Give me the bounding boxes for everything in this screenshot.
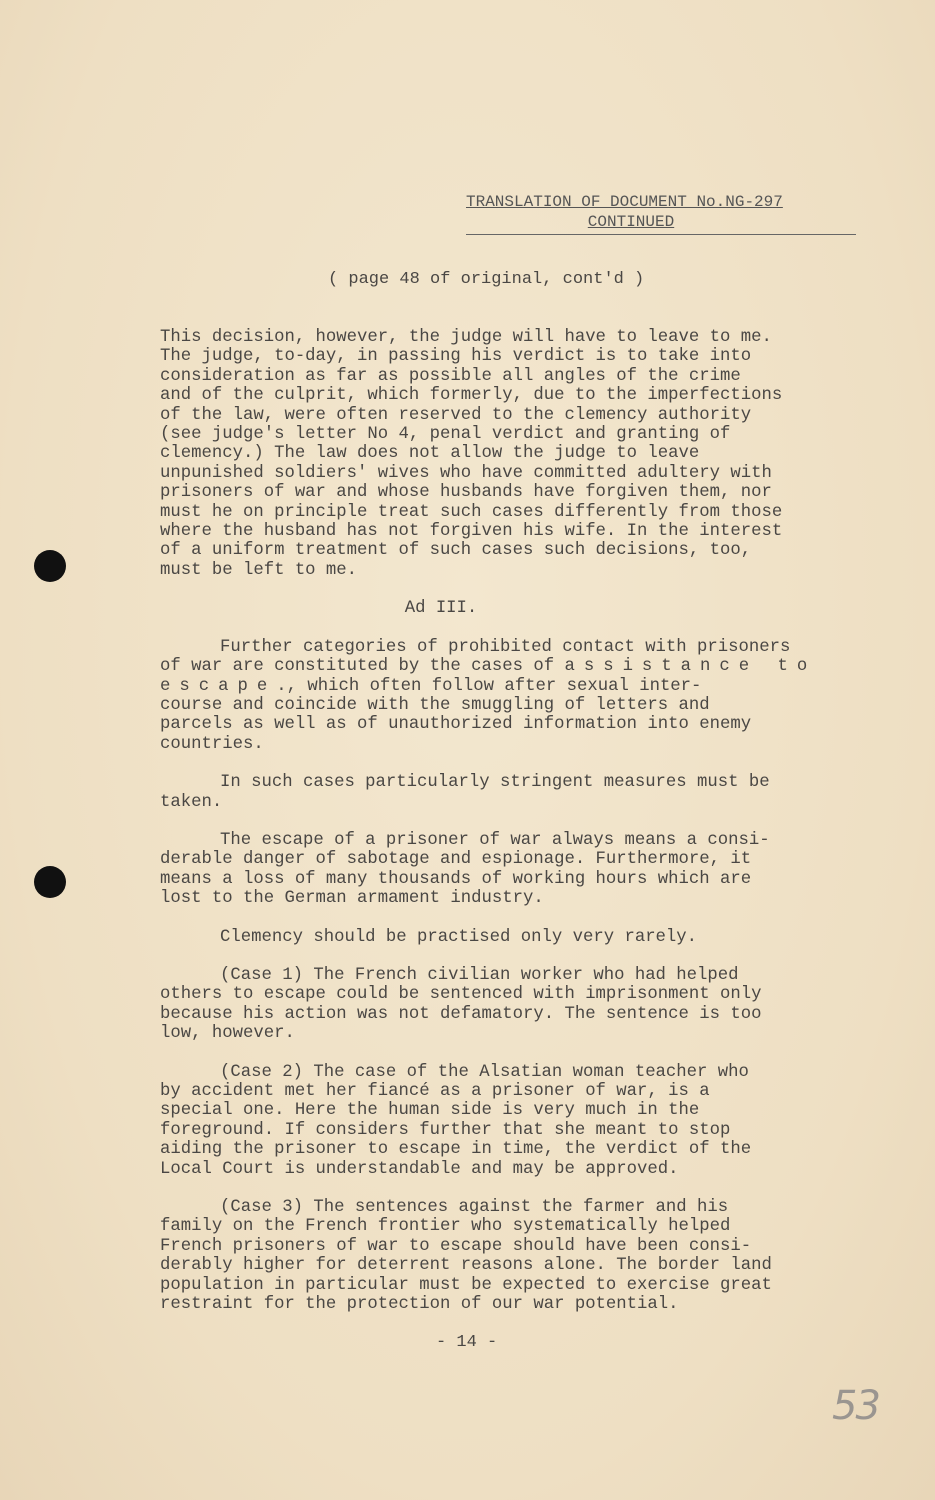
document-body <box>160 328 872 1333</box>
paragraph-2-end: ., which often follow after sexual inter- course and coincide with the smuggling of letters and parcels as well as of unauthorized information into enemy countries. <box>160 676 752 754</box>
paragraph-case-1: (Case 1) The French civilian worker who had helped others to escape could be sentenced with imprisonment only because his action was not defamatory. The sentence is too low, however. <box>160 965 762 1044</box>
paragraph-2-start: Further categories of prohibited contact with prisoners of war are constituted by the cases of <box>160 637 791 677</box>
header-title: TRANSLATION OF DOCUMENT No.NG-297 <box>466 193 783 211</box>
punch-hole-top <box>34 550 66 582</box>
section-heading: Ad III. <box>404 599 478 619</box>
handwritten-page-number: 53 <box>832 1383 879 1429</box>
paragraph-1: This decision, however, the judge will have to leave to me. The judge, to-day, in passing his verdict is to take into consideration as far as possible all angles of the crime and of the culprit, which formerly, due to the imperfections of the law, were often reserved to the clemency authority (see judge's letter No 4, penal verdict and granting of clemency.) The law does not allow the judge to leave unpunished soldiers' wives who have committed adultery with prisoners of war and whose husbands have forgiven them, nor must he on principle treat such cases differently from those where the husband has not forgiven his wife. In the interest of a uniform treatment of such cases such decisions, too, must be left to me. <box>160 328 783 580</box>
document-header <box>466 192 856 235</box>
spaced-term: assistance to escape <box>160 657 817 696</box>
page-number: - 14 - <box>436 1333 498 1352</box>
paragraph-5: Clemency should be practised only very rarely. <box>220 927 698 947</box>
paragraph-case-2: (Case 2) The case of the Alsatian woman teacher who by accident met her fiancé as a prisoner of war, is a special one. Here the human side is very much in the foreground. If considers further that she meant to stop aiding the prisoner to escape in time, the verdict of the Local Court is understandable and may be approved. <box>160 1062 752 1179</box>
paragraph-2 <box>160 638 872 754</box>
page-reference: ( page 48 of original, cont'd ) <box>328 270 645 289</box>
punch-hole-bottom <box>34 866 66 898</box>
header-continued: CONTINUED <box>587 213 675 231</box>
paragraph-4: The escape of a prisoner of war always means a consi- derable danger of sabotage and espionage. Furthermore, it means a loss of many thousands of working hours which are lost to the German armament industry. <box>160 830 770 909</box>
header-rule <box>466 234 856 235</box>
paragraph-3: In such cases particularly stringent measures must be taken. <box>160 773 770 812</box>
paragraph-case-3: (Case 3) The sentences against the farmer and his family on the French frontier who systematically helped French prisoners of war to escape should have been consi- derably higher for deterrent reasons alone. The border land population in particular must be expected to exercise great restraint for the protection of our war potential. <box>160 1198 772 1315</box>
